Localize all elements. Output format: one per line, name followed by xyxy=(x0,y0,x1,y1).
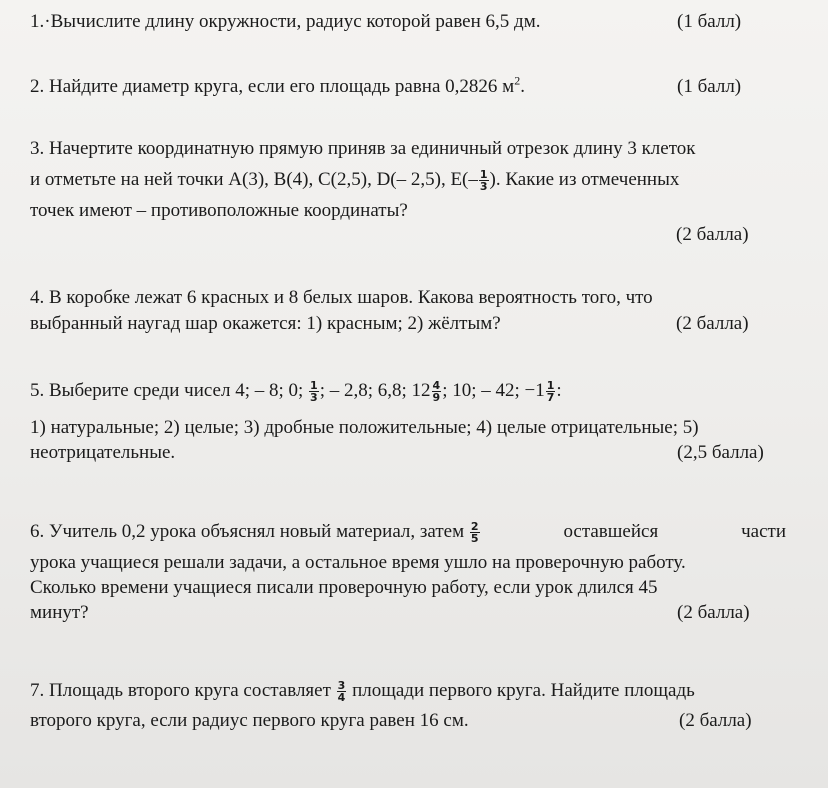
task-6-line-1 xyxy=(30,519,790,545)
task-2-text: 2. Найдите диаметр круга, если его площадь равна 0,2826 м xyxy=(30,76,515,97)
task-7-line-1 xyxy=(30,678,790,704)
fraction-numerator: 1 xyxy=(479,168,488,182)
task-3-line-2-text: и отметьте на ней точки A(3), B(4), C(2,5), D(– 2,5), E(– xyxy=(30,169,478,190)
task-1-text: 1.·Вычислите длину окружности, радиус которой равен 6,5 дм. xyxy=(30,11,541,32)
task-1 xyxy=(30,9,790,35)
task-6-text-b: оставшейся xyxy=(563,521,659,542)
fraction-three-quarters xyxy=(337,680,347,703)
task-6-points: (2 балла) xyxy=(677,602,750,623)
task-2 xyxy=(30,74,790,100)
task-6-line-2: урока учащиеся решали задачи, а остальное время ушло на проверочную работу. xyxy=(30,552,686,573)
task-1-points: (1 балл) xyxy=(677,11,742,32)
fraction-two-fifths xyxy=(470,521,480,544)
task-5-line-2: 1) натуральные; 2) целые; 3) дробные положительные; 4) целые отрицательные; 5) xyxy=(30,417,699,438)
task-7-points: (2 балла) xyxy=(679,710,752,731)
fraction-numerator: 1 xyxy=(310,379,318,393)
fraction-one-third xyxy=(479,169,489,192)
fraction-numerator: 2 xyxy=(470,520,479,534)
task-5-text-b: ; – 2,8; 6,8; 12 xyxy=(319,380,431,401)
task-5-line-1 xyxy=(30,378,790,404)
task-6-text: 6. Учитель 0,2 урока объяснял новый материал, затем xyxy=(30,521,465,542)
fraction-denominator: 7 xyxy=(546,391,555,405)
fraction-denominator: 4 xyxy=(337,691,346,705)
fraction-denominator: 9 xyxy=(432,391,441,405)
task-6-text-c: части xyxy=(741,521,786,542)
task-5-text-a: 5. Выберите среди чисел 4; – 8; 0; xyxy=(30,380,304,401)
task-5-text-c: ; 10; – 42; −1 xyxy=(442,380,545,401)
task-3-line-2 xyxy=(30,167,790,193)
task-4-points: (2 балла) xyxy=(676,313,749,334)
task-2-exponent: 2 xyxy=(514,73,521,88)
fraction-four-ninths xyxy=(432,380,442,403)
task-3-line-2-end: ). Какие из отмеченных xyxy=(489,169,680,190)
fraction-numerator: 3 xyxy=(337,679,346,693)
fraction-denominator: 3 xyxy=(310,391,318,405)
fraction-one-seventh xyxy=(546,380,556,403)
task-6-line-1-row xyxy=(30,519,786,545)
task-2-text-end: . xyxy=(520,76,525,97)
fraction-denominator: 3 xyxy=(479,180,488,194)
task-7-line-2: второго круга, если радиус первого круга равен 16 см. xyxy=(30,710,469,731)
task-6-line-3: Сколько времени учащиеся писали проверочную работу, если урок длился 45 xyxy=(30,577,658,598)
task-7-text-a: 7. Площадь второго круга составляет xyxy=(30,680,331,701)
fraction-denominator: 5 xyxy=(470,532,479,546)
task-4-line-1: 4. В коробке лежат 6 красных и 8 белых шаров. Какова вероятность того, что xyxy=(30,287,653,308)
task-6-line-4: минут? xyxy=(30,602,89,623)
task-5-points: (2,5 балла) xyxy=(677,442,764,463)
task-3-points: (2 балла) xyxy=(676,224,749,245)
task-6-text-a xyxy=(30,519,481,545)
fraction-numerator: 4 xyxy=(432,379,441,393)
task-7-text-b: площади первого круга. Найдите площадь xyxy=(352,680,695,701)
task-5-text-d: : xyxy=(556,380,562,401)
task-5-line-3: неотрицательные. xyxy=(30,442,176,463)
task-3-line-3: точек имеют – противоположные координаты? xyxy=(30,200,408,221)
fraction-numerator: 1 xyxy=(546,379,555,393)
fraction-one-third xyxy=(309,380,319,403)
task-2-points: (1 балл) xyxy=(677,76,742,97)
task-3-line-1: 3. Начертите координатную прямую приняв за единичный отрезок длину 3 клеток xyxy=(30,138,696,159)
task-4-line-2: выбранный наугад шар окажется: 1) красным; 2) жёлтым? xyxy=(30,313,501,334)
